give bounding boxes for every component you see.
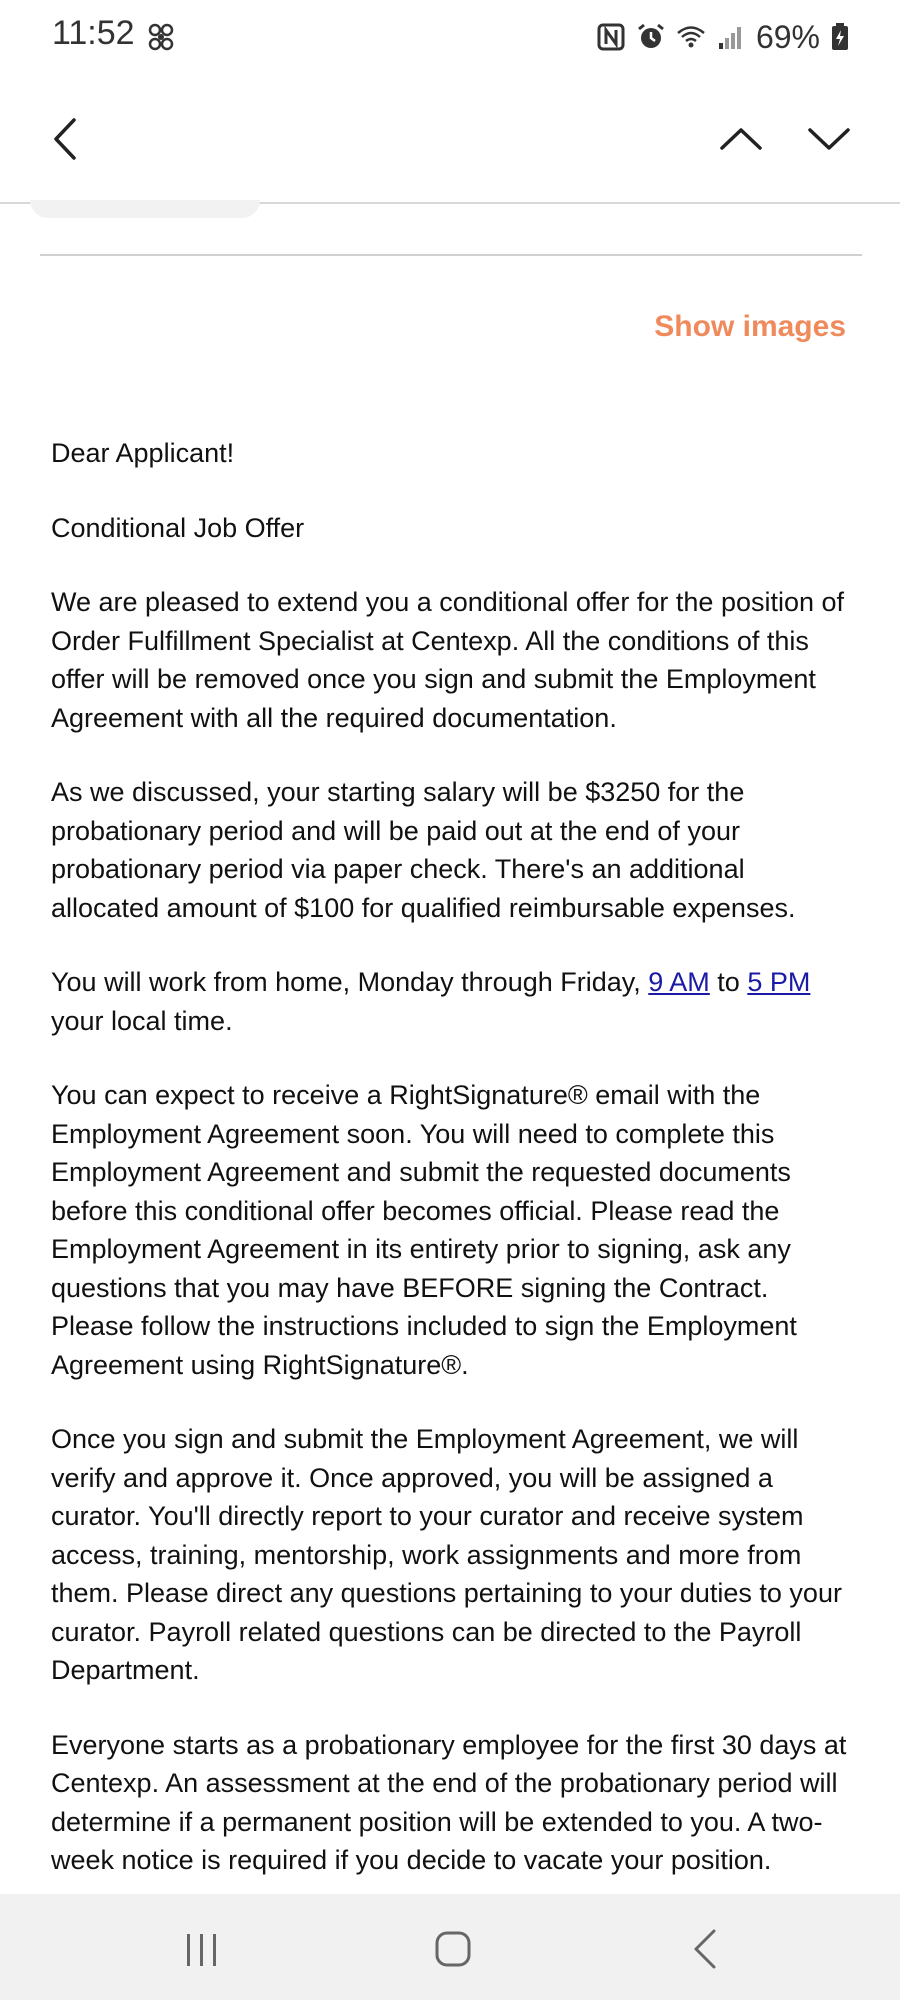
back-icon[interactable] (690, 1928, 720, 1970)
paragraph-salary: As we discussed, your starting salary will be $3250 for the probationary period and will be paid out at the end of your probationary period via paper check. There's an additional allocated amount of $100 for qualified reimbursable expenses. (51, 777, 796, 923)
nfc-icon (596, 22, 626, 52)
link-5pm[interactable]: 5 PM (747, 967, 811, 997)
scrolled-header-remnant (30, 200, 260, 218)
battery-icon (830, 22, 850, 52)
navigation-bar (0, 1894, 900, 2000)
chevron-up-icon[interactable] (716, 114, 766, 164)
wifi-icon (676, 22, 706, 52)
back-arrow-icon[interactable] (42, 114, 92, 164)
schedule-middle: to (709, 967, 748, 997)
paragraph-schedule (51, 963, 851, 1040)
schedule-prefix: You will work from home, Monday through Friday, (51, 967, 649, 997)
subject-line: Conditional Job Offer (51, 512, 305, 543)
fan-icon (146, 22, 176, 52)
link-9am[interactable]: 9 AM (648, 967, 710, 997)
email-body (51, 434, 851, 1916)
divider (40, 254, 862, 256)
home-icon[interactable] (434, 1930, 472, 1968)
app-bar (0, 76, 900, 204)
paragraph-curator: Once you sign and submit the Employment Agreement, we will verify and approve it. Once approved, you will be assigned a curator. You'll directly report to your curator and receive system access, training, mentorship, work assignments and more from them. Please direct any questions pertaining to your duties to your curator. Payroll related questions can be directed to the Payroll Department. (51, 1424, 842, 1685)
alarm-icon (636, 22, 666, 52)
schedule-suffix: your local time. (51, 1005, 233, 1036)
paragraph-probation: Everyone starts as a probationary employee for the first 30 days at Centexp. An assessment at the end of the probationary period will determine if a permanent position will be extended to you. A two-week notice is required if you decide to vacate your position. (51, 1729, 847, 1875)
paragraph-offer: We are pleased to extend you a conditional offer for the position of Order Fulfillment Specialist at Centexp. All the conditions of this offer will be removed once you sign and submit the Employment Agreement with all the required documentation. (51, 587, 845, 733)
status-icons (596, 14, 850, 60)
status-time: 11:52 (52, 14, 135, 52)
chevron-down-icon[interactable] (804, 114, 854, 164)
greeting: Dear Applicant! (51, 438, 235, 468)
signal-icon (716, 22, 746, 52)
battery-percentage: 69% (755, 18, 820, 55)
show-images-button[interactable]: Show images (654, 310, 846, 343)
status-bar (0, 0, 900, 76)
recent-apps-icon[interactable] (182, 1932, 222, 1968)
paragraph-rightsignature: You can expect to receive a RightSignature® email with the Employment Agreement soon. You will need to complete this Employment Agreement and submit the requested documents before this conditional offer becomes official. Please read the Employment Agreement in its entirety prior to signing, ask any questions that you may have BEFORE signing the Contract. Please follow the instructions included to sign the Employment Agreement using RightSignature®. (51, 1080, 797, 1380)
